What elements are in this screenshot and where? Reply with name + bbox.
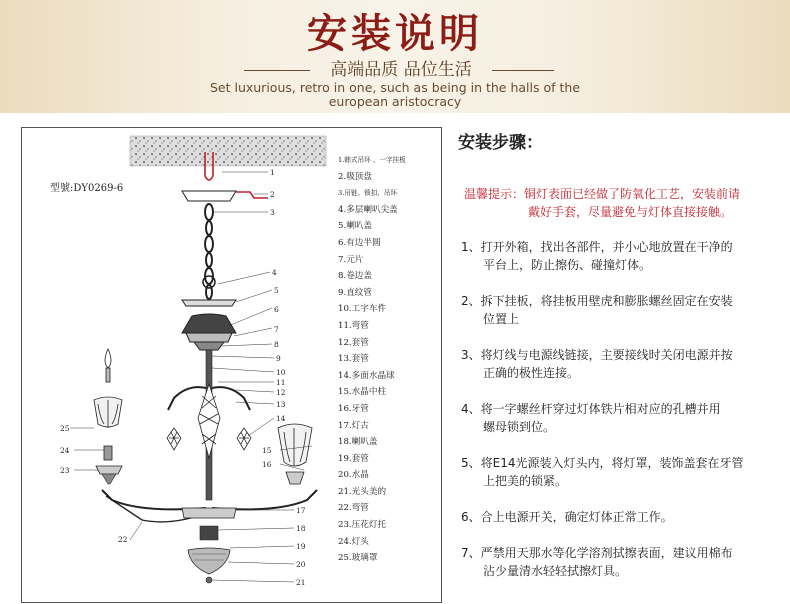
- part-item: 8.卷边盖: [338, 271, 372, 282]
- rolled-cap: [194, 342, 224, 350]
- part-item: 20.水晶: [338, 470, 369, 481]
- part-item: 19.套管: [338, 453, 369, 464]
- bottom-sleeve: [200, 526, 218, 540]
- callout-7: 7: [274, 325, 279, 334]
- step-4: [461, 400, 786, 436]
- chain: [205, 204, 213, 299]
- candle-bulb-icon: [105, 349, 111, 382]
- bottom-finial: [206, 577, 212, 583]
- bell-cover: [182, 314, 236, 333]
- callout-9: 9: [276, 354, 281, 363]
- step-text: 3、将灯线与电源线链接，主要接线时关闭电源并按: [461, 348, 733, 362]
- callout-8: 8: [274, 340, 279, 349]
- step-text: 2、拆下挂板，将挂板用壁虎和膨胀螺丝固定在安装: [461, 294, 733, 308]
- crystal-column: [198, 384, 220, 458]
- part-item: 10.工字车件: [338, 304, 387, 315]
- exploded-diagram-panel: [21, 127, 442, 603]
- part-item: 3.吊链、锁扣、吊环: [338, 189, 398, 198]
- top-cap: [182, 300, 236, 306]
- step-text: 6、合上电源开关，确定灯体正常工作。: [461, 510, 673, 524]
- callout-25: 25: [60, 424, 70, 433]
- part-item: 25.玻璃罩: [338, 553, 378, 564]
- subtitle-row: [0, 58, 790, 82]
- page-subtitle: 高端品质 品位生活: [330, 60, 472, 80]
- callout-11: 11: [276, 378, 286, 387]
- canopy-plate: [182, 191, 236, 201]
- part-item: 6.有边半圆: [338, 237, 381, 248]
- callout-5: 5: [274, 286, 279, 295]
- callout-21: 21: [296, 578, 306, 587]
- callout-2: 2: [270, 190, 275, 199]
- callout-6: 6: [274, 305, 279, 314]
- left-holder-tip: [102, 474, 116, 484]
- step-text-cont: 螺母锁到位。: [483, 420, 556, 434]
- part-item: 15.水晶中柱: [338, 387, 387, 398]
- hook-ring: [203, 276, 215, 288]
- part-item: 13.套管: [338, 354, 369, 365]
- part-item: 7.元片: [338, 254, 364, 265]
- callout-18: 18: [296, 524, 306, 533]
- step-6: [461, 508, 786, 526]
- part-item: 9.直纹管: [338, 287, 372, 298]
- installation-instructions: [458, 130, 788, 578]
- left-holder: [96, 466, 122, 474]
- part-item: 24.灯头: [338, 536, 369, 547]
- wire-red: [236, 192, 268, 198]
- callout-15: 15: [262, 446, 272, 455]
- callout-1: 1: [270, 168, 275, 177]
- tip-line-2: 戴好手套，尽量避免与灯体直接接触。: [528, 205, 733, 219]
- english-tagline-line1: Set luxurious, retro in one, such as being in the halls of the: [209, 80, 581, 95]
- header-banner: [0, 0, 790, 113]
- parts-list: [338, 152, 442, 567]
- subtitle-divider-right: [492, 70, 554, 71]
- step-text: 1、打开外箱，找出各部件，并小心地放置在干净的: [461, 240, 733, 254]
- callout-14: 14: [276, 414, 286, 423]
- part-item: 5.喇叭盖: [338, 221, 372, 232]
- part-item: 2.吸顶盘: [338, 171, 372, 182]
- part-item: 18.喇叭盖: [338, 437, 378, 448]
- callout-13: 13: [276, 400, 286, 409]
- step-text: 4、将一字螺丝杆穿过灯体铁片相对应的孔槽并用: [461, 402, 721, 416]
- warm-tip: [464, 185, 786, 221]
- part-item: 23.压花灯托: [338, 520, 387, 531]
- step-text-cont: 沾少量清水轻轻拭擦灯具。: [483, 564, 628, 578]
- step-text-cont: 正确的极性连接。: [483, 366, 580, 380]
- right-glass-shade: [278, 424, 312, 484]
- callout-23: 23: [60, 466, 70, 475]
- part-item: 4.多层喇叭尖盖: [338, 204, 398, 215]
- left-glass-shade: [94, 397, 122, 460]
- part-item: 16.牙管: [338, 403, 369, 414]
- part-item: 1.韩式吊环 、一字挂板: [338, 156, 406, 164]
- callout-16: 16: [262, 460, 272, 469]
- callout-20: 20: [296, 560, 306, 569]
- step-text: 7、严禁用天那水等化学溶剂拭擦表面，建议用棉布: [461, 546, 733, 560]
- callout-4: 4: [272, 268, 277, 277]
- step-1: [461, 238, 786, 274]
- part-item: 11.弯管: [338, 320, 369, 331]
- tip-line-1: 温馨提示：铜灯表面已经做了防氧化工艺，安装前请: [464, 187, 741, 201]
- callout-10: 10: [276, 368, 286, 377]
- callout-17: 17: [296, 506, 306, 515]
- english-tagline: [150, 81, 640, 109]
- bottom-plate: [182, 508, 236, 518]
- callout-22: 22: [118, 535, 128, 544]
- callout-24: 24: [60, 446, 70, 455]
- callout-19: 19: [296, 542, 306, 551]
- ceiling-block: [130, 136, 326, 166]
- round-plate: [186, 333, 232, 342]
- part-item: 12.套管: [338, 337, 369, 348]
- step-text-cont: 平台上，防止擦伤、碰撞灯体。: [483, 258, 652, 272]
- step-text: 5、将E14光源装入灯头内，将灯罩，装饰盖套在牙管: [461, 456, 744, 470]
- part-item: 21.光头美的: [338, 486, 387, 497]
- step-2: [461, 292, 786, 328]
- callout-3: 3: [270, 208, 275, 217]
- model-number: 型號:DY0269-6: [50, 183, 124, 194]
- step-5: [461, 454, 786, 490]
- callout-numbers: [60, 168, 306, 587]
- page-title: 安装说明: [307, 10, 483, 57]
- step-text-cont: 上把美的锁紧。: [483, 474, 568, 488]
- part-item: 14.多面水晶球: [338, 370, 395, 381]
- part-item: 22.弯管: [338, 503, 369, 514]
- subtitle-divider-left: [244, 70, 310, 71]
- step-text-cont: 位置上: [483, 312, 520, 326]
- step-3: [461, 346, 786, 382]
- bottom-bowl: [188, 548, 230, 574]
- part-item: 17.灯古: [338, 420, 369, 431]
- english-tagline-line2: european aristocracy: [328, 94, 462, 109]
- callout-12: 12: [276, 388, 286, 397]
- steps-title: 安装步骤：: [458, 133, 543, 153]
- step-7: [461, 544, 786, 580]
